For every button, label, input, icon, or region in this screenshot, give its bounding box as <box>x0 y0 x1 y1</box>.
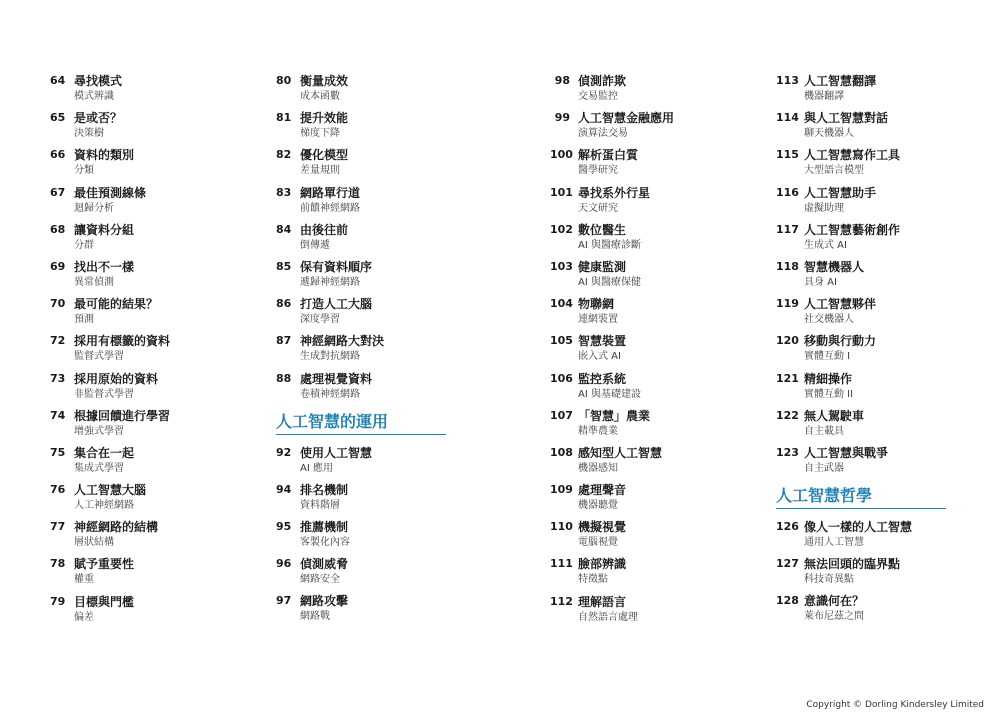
entry-subtitle: 大型語言模型 <box>804 165 864 177</box>
page-number: 111 <box>550 557 573 571</box>
section-title: 人工智慧哲學 <box>776 486 873 506</box>
page-number: 118 <box>776 259 799 273</box>
entry-title: 臉部辨識 <box>578 557 627 572</box>
entry-subtitle: 虛擬助理 <box>804 202 844 214</box>
entry-title: 網路單行道 <box>300 185 361 200</box>
entry-title: 無人駕駛車 <box>804 408 865 423</box>
copyright-notice: Copyright © Dorling Kindersley Limited <box>806 700 984 710</box>
entry-subtitle: 交易監控 <box>578 91 618 102</box>
page-number: 117 <box>776 222 799 236</box>
page-number: 73 <box>50 371 66 385</box>
page-number: 86 <box>276 297 292 311</box>
entry-subtitle: 監督式學習 <box>74 351 124 363</box>
page-number: 75 <box>50 445 66 459</box>
entry-title: 使用人工智慧 <box>300 445 373 460</box>
page-number: 127 <box>776 557 799 571</box>
entry-subtitle: 通用人工智慧 <box>804 537 864 549</box>
entry-title: 處理聲音 <box>578 483 627 498</box>
entry-title: 偵測威脅 <box>300 557 349 572</box>
page-number: 108 <box>550 445 573 459</box>
page-number: 78 <box>50 557 66 571</box>
page-number: 119 <box>776 297 799 311</box>
page-number: 67 <box>50 185 66 199</box>
entry-subtitle: 自主載具 <box>804 425 844 437</box>
page-number: 88 <box>276 371 292 385</box>
page-number: 80 <box>276 74 292 87</box>
entry-title: 神經網路的結構 <box>74 520 159 535</box>
entry-subtitle: 前饋神經網路 <box>300 202 360 214</box>
entry-title: 提升效能 <box>300 111 349 126</box>
entry-subtitle: 非監督式學習 <box>74 388 134 400</box>
entry-title: 是或否？ <box>74 111 123 126</box>
entry-title: 理解語言 <box>578 594 627 609</box>
entry-subtitle: 機器聽覺 <box>578 500 618 512</box>
section-divider <box>776 508 946 509</box>
entry-subtitle: AI 應用 <box>300 462 333 474</box>
page-number: 94 <box>276 482 292 496</box>
page-number: 68 <box>50 222 66 236</box>
entry-title: 智慧機器人 <box>804 259 865 274</box>
page-number: 95 <box>276 520 292 534</box>
entry-title: 神經網路大對決 <box>300 334 385 349</box>
entry-title: 賦予重要性 <box>74 557 135 572</box>
entry-title: 無法回頭的臨界點 <box>804 557 901 572</box>
page-number: 97 <box>276 594 292 608</box>
entry-title: 人工智慧寫作工具 <box>804 148 901 163</box>
entry-title: 意識何在？ <box>804 594 865 609</box>
page-number: 85 <box>276 259 292 273</box>
page-number: 76 <box>50 483 66 497</box>
section-title: 人工智慧的運用 <box>276 411 389 431</box>
entry-subtitle: 電腦視覺 <box>578 537 618 549</box>
entry-subtitle: 權重 <box>74 574 94 586</box>
entry-title: 衡量成效 <box>300 74 349 88</box>
entry-subtitle: 聊天機器人 <box>804 128 854 140</box>
entry-title: 集合在一起 <box>74 445 135 460</box>
page-number: 81 <box>276 111 292 125</box>
page-number: 120 <box>776 334 799 348</box>
entry-subtitle: 差量規則 <box>300 165 340 177</box>
entry-title: 智慧裝置 <box>578 334 627 349</box>
entry-title: 排名機制 <box>300 482 349 497</box>
page-number: 105 <box>550 334 573 348</box>
page-number: 101 <box>550 185 573 199</box>
page-number: 123 <box>776 445 799 459</box>
entry-title: 健康監測 <box>578 259 627 274</box>
page-number: 114 <box>776 111 799 125</box>
page-number: 122 <box>776 408 799 422</box>
entry-title: 保有資料順序 <box>300 259 373 274</box>
entry-subtitle: 客製化內容 <box>300 537 350 549</box>
entry-title: 移動與行動力 <box>804 334 877 349</box>
entry-subtitle: 異常偵測 <box>74 276 114 288</box>
entry-subtitle: 分類 <box>74 165 94 177</box>
entry-title: 人工智慧金融應用 <box>578 111 675 126</box>
entry-title: 尋找模式 <box>74 74 123 88</box>
entry-subtitle: 集成式學習 <box>74 462 124 474</box>
page-number: 87 <box>276 334 292 348</box>
entry-subtitle: 連網裝置 <box>578 314 618 326</box>
entry-subtitle: 特徵點 <box>578 574 608 586</box>
page-number: 112 <box>550 594 573 608</box>
entry-title: 「智慧」農業 <box>578 408 651 423</box>
page-number: 96 <box>276 557 292 571</box>
entry-subtitle: 遞歸神經網路 <box>300 276 360 288</box>
page-number: 107 <box>550 408 573 422</box>
entry-subtitle: 成本函數 <box>300 91 340 102</box>
entry-subtitle: 自主武器 <box>804 462 844 474</box>
entry-title: 資料的類別 <box>74 148 135 163</box>
entry-subtitle: 醫學研究 <box>578 165 618 177</box>
page-number: 65 <box>50 111 66 125</box>
entry-subtitle: 精準農業 <box>578 425 618 437</box>
entry-title: 打造人工大腦 <box>300 297 373 312</box>
page-number: 104 <box>550 297 573 311</box>
entry-title: 採用有標籤的資料 <box>74 334 171 349</box>
page-number: 109 <box>550 483 573 497</box>
page-number: 100 <box>550 148 573 162</box>
page-number: 98 <box>554 74 570 87</box>
entry-title: 人工智慧與戰爭 <box>804 445 889 460</box>
entry-subtitle: 生成對抗網路 <box>300 351 360 363</box>
entry-subtitle: 模式辨識 <box>74 91 114 102</box>
page-number: 128 <box>776 594 799 608</box>
entry-title: 找出不一樣 <box>74 259 135 274</box>
page-number: 126 <box>776 520 799 534</box>
entry-title: 網路攻擊 <box>300 594 349 609</box>
page-number: 74 <box>50 408 66 422</box>
entry-subtitle: 演算法交易 <box>578 128 628 140</box>
entry-subtitle: 天文研究 <box>578 202 618 214</box>
entry-title: 尋找系外行星 <box>578 185 651 200</box>
entry-title: 監控系統 <box>578 371 627 386</box>
entry-subtitle: 實體互動 I <box>804 351 851 363</box>
entry-subtitle: 偏差 <box>74 611 94 623</box>
entry-title: 推薦機制 <box>300 520 349 535</box>
entry-subtitle: 具身 AI <box>804 276 837 288</box>
entry-title: 人工智慧助手 <box>804 185 877 200</box>
entry-subtitle: 網路安全 <box>300 574 340 586</box>
entry-title: 由後往前 <box>300 222 349 237</box>
page-number: 92 <box>276 445 292 459</box>
entry-title: 採用原始的資料 <box>74 371 159 386</box>
page-number: 121 <box>776 371 799 385</box>
section-divider <box>276 434 446 435</box>
entry-subtitle: 資料階層 <box>300 499 340 511</box>
page-number: 69 <box>50 259 66 273</box>
page-number: 77 <box>50 520 66 534</box>
page-number: 64 <box>50 74 66 87</box>
page-number: 84 <box>276 222 292 236</box>
entry-subtitle: 決策樹 <box>74 128 104 140</box>
entry-subtitle: 社交機器人 <box>804 314 854 326</box>
entry-title: 解析蛋白質 <box>578 148 639 163</box>
entry-title: 最可能的結果？ <box>74 297 159 312</box>
entry-subtitle: 梯度下降 <box>300 128 340 140</box>
entry-subtitle: 迴歸分析 <box>74 202 114 214</box>
entry-title: 機擬視覺 <box>578 520 627 535</box>
entry-subtitle: 增強式學習 <box>74 425 124 437</box>
entry-subtitle: 嵌入式 AI <box>578 351 621 363</box>
page-number: 116 <box>776 185 799 199</box>
page-number: 106 <box>550 371 573 385</box>
entry-subtitle: 萊布尼茲之問 <box>804 611 864 623</box>
entry-title: 目標與門檻 <box>74 594 135 609</box>
entry-title: 處理視覺資料 <box>300 371 373 386</box>
page-number: 79 <box>50 594 66 608</box>
entry-subtitle: 層狀結構 <box>74 537 114 549</box>
entry-title: 精細操作 <box>804 371 853 386</box>
entry-subtitle: 實體互動 II <box>804 388 854 400</box>
entry-subtitle: AI 與基礎建設 <box>578 388 641 400</box>
entry-subtitle: 倒傳遞 <box>300 239 330 251</box>
page-number: 102 <box>550 222 573 236</box>
entry-title: 物聯網 <box>578 297 615 312</box>
entry-subtitle: 預測 <box>74 314 94 326</box>
entry-subtitle: 科技奇異點 <box>804 574 854 586</box>
page-number: 103 <box>550 259 573 273</box>
entry-title: 像人一樣的人工智慧 <box>804 520 913 535</box>
page-number: 70 <box>50 297 66 311</box>
entry-subtitle: 分群 <box>74 239 94 251</box>
page-number: 115 <box>776 148 799 162</box>
entry-subtitle: 機器翻譯 <box>804 91 844 102</box>
entry-title: 最佳預測線條 <box>74 185 147 200</box>
entry-title: 偵測詐欺 <box>578 74 627 88</box>
page-number: 110 <box>550 520 573 534</box>
page-number: 66 <box>50 148 66 162</box>
entry-subtitle: 人工神經網路 <box>74 500 134 512</box>
entry-title: 人工智慧翻譯 <box>804 74 877 88</box>
entry-title: 讓資料分組 <box>74 222 135 237</box>
entry-title: 數位醫生 <box>578 222 627 237</box>
entry-subtitle: AI 與醫療診斷 <box>578 239 641 251</box>
entry-subtitle: 卷積神經網路 <box>300 388 360 400</box>
entry-subtitle: 網路戰 <box>300 611 330 623</box>
entry-subtitle: 生成式 AI <box>804 239 847 251</box>
entry-title: 優化模型 <box>300 148 349 163</box>
entry-title: 根據回饋進行學習 <box>74 408 171 423</box>
page-number: 82 <box>276 148 292 162</box>
entry-title: 人工智慧夥伴 <box>804 297 877 312</box>
page-number: 72 <box>50 334 66 348</box>
entry-title: 感知型人工智慧 <box>578 445 663 460</box>
page-number: 99 <box>554 111 570 125</box>
entry-subtitle: AI 與醫療保健 <box>578 276 641 288</box>
page-number: 83 <box>276 185 292 199</box>
entry-subtitle: 機器感知 <box>578 462 618 474</box>
page-number: 113 <box>776 74 799 87</box>
entry-title: 人工智慧大腦 <box>74 483 147 498</box>
entry-title: 人工智慧藝術創作 <box>804 222 901 237</box>
entry-title: 與人工智慧對話 <box>804 111 889 126</box>
entry-subtitle: 深度學習 <box>300 314 340 326</box>
entry-subtitle: 自然語言處理 <box>578 611 638 623</box>
